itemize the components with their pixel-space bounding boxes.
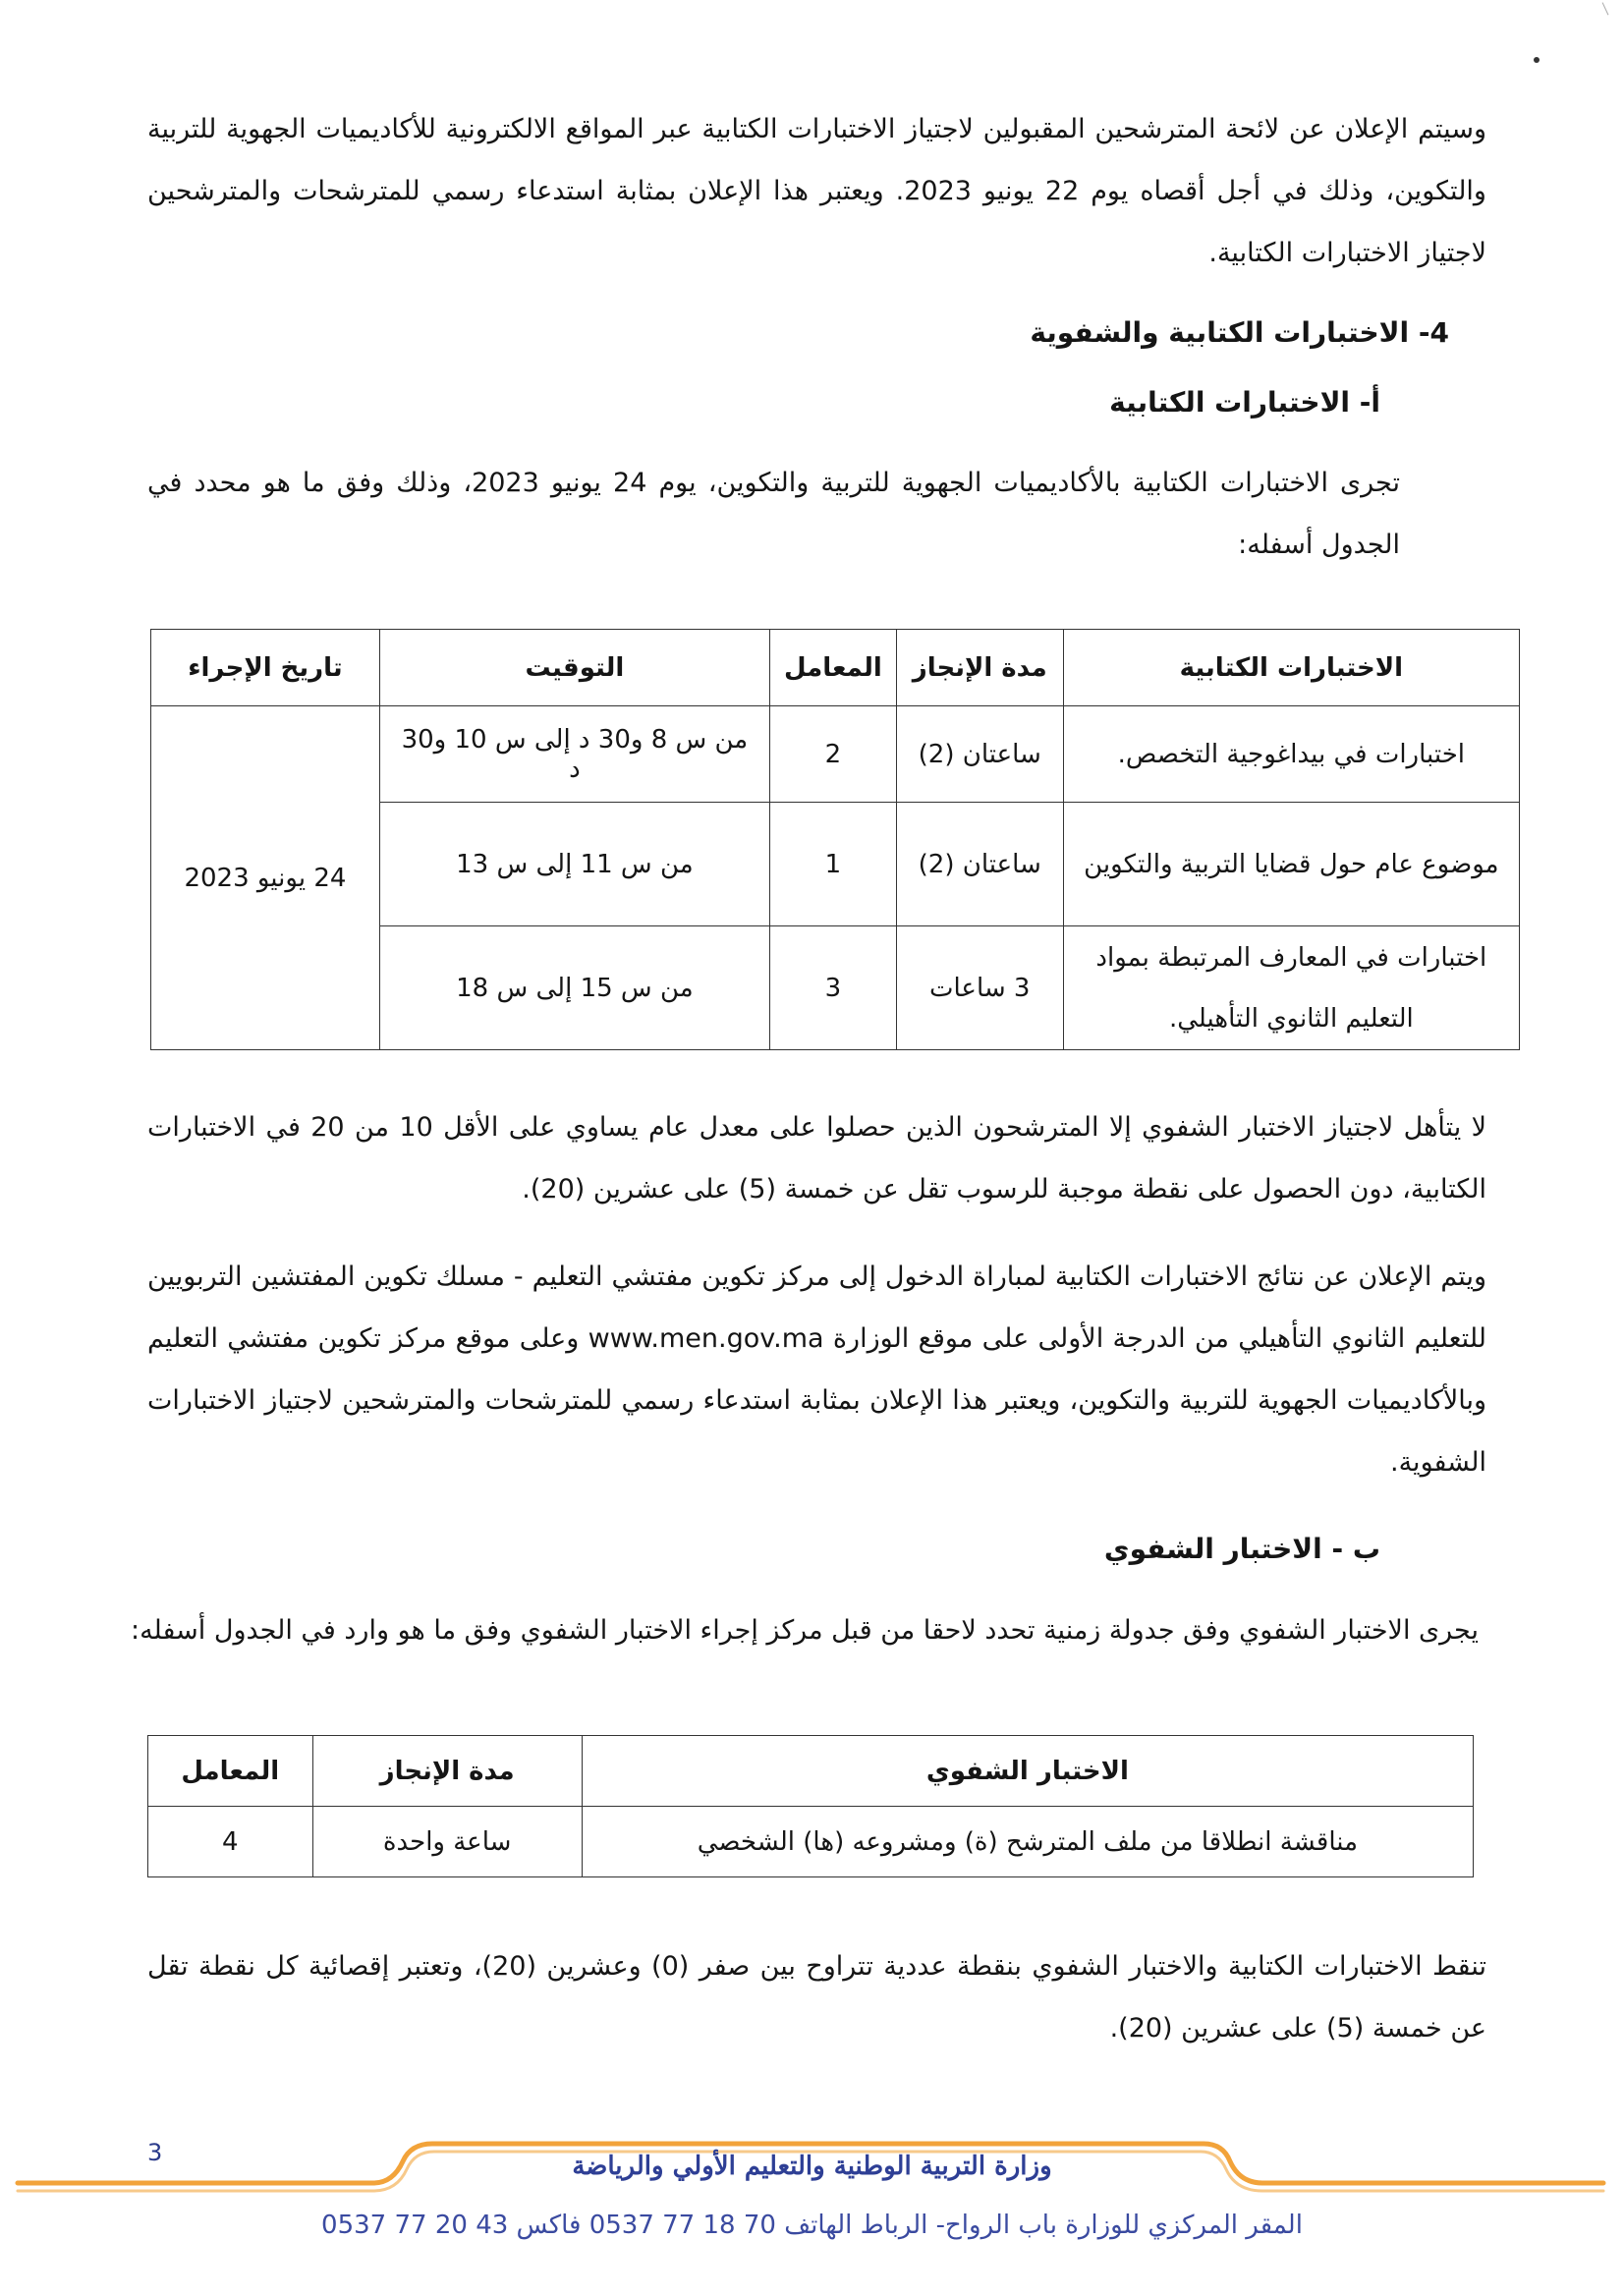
eligibility-paragraph: لا يتأهل لاجتياز الاختبار الشفوي إلا المترشحون الذين حصلوا على معدل عام يساوي على الأقل 10 من 20 في الاختبارات الكتابية، دون الحصول على نقطة موجبة للرسوب تقل عن خمسة (5) على عشرين (20).	[147, 1112, 1487, 1204]
exam-cell: اختبارات في المعارف المرتبطة بمواد التعليم الثانوي التأهيلي.	[1063, 926, 1519, 1050]
time-cell: من س 15 إلى س 18	[379, 926, 769, 1050]
corner-mark	[1594, 2, 1609, 19]
header-coefficient: المعامل	[148, 1736, 313, 1807]
exam-cell: مناقشة انطلاقا من ملف المترشح (ة) ومشروعه (ها) الشخصي	[582, 1807, 1473, 1877]
duration-cell: ساعتان (2)	[896, 706, 1063, 803]
coefficient-cell: 2	[769, 706, 896, 803]
bullet-dot	[1534, 57, 1540, 63]
coefficient-cell: 1	[769, 803, 896, 926]
results-paragraph: ويتم الإعلان عن نتائج الاختبارات الكتابية لمباراة الدخول إلى مركز تكوين مفتشي التعليم - مسلك تكوين المفتشين التربويين للتعليم الثانوي التأهيلي من الدرجة الأولى على موقع الوزارة www.men.gov.ma وعلى موقع مركز تكوين مفتشي التعليم وبالأكاديميات الجهوية للتربية والتكوين، ويعتبر هذا الإعلان بمثابة استدعاء رسمي للمترشحات والمترشحين لاجتياز الاختبارات الشفوية.	[147, 1261, 1486, 1478]
coefficient-cell: 3	[769, 926, 896, 1050]
table-row	[148, 1807, 1474, 1877]
time-cell: من س 11 إلى س 13	[379, 803, 769, 926]
ministry-name: وزارة التربية الوطنية والتعليم الأولي والرياضة	[572, 2152, 1052, 2181]
oral-intro-paragraph: يجرى الاختبار الشفوي وفق جدولة زمنية تحدد لاحقا من قبل مركز إجراء الاختبار الشفوي وفق ما هو وارد في الجدول أسفله:	[130, 1615, 1479, 1646]
header-duration: مدة الإنجاز	[896, 630, 1063, 706]
written-exams-table	[150, 629, 1520, 1050]
oral-exam-table	[147, 1735, 1474, 1877]
header-oral-exam: الاختبار الشفوي	[582, 1736, 1473, 1807]
time-cell: من س 8 و30 د إلى س 10 و30 د	[379, 706, 769, 803]
oral-exam-heading: ب - الاختبار الشفوي	[1103, 1533, 1380, 1565]
oral-table-header-row	[148, 1736, 1474, 1807]
grading-paragraph: تنقط الاختبارات الكتابية والاختبار الشفوي بنقطة عددية تتراوح بين صفر (0) وعشرين (20)، وتعتبر إقصائية كل نقطة تقل عن خمسة (5) على عشرين (20).	[147, 1951, 1487, 2044]
intro-paragraph: وسيتم الإعلان عن لائحة المترشحين المقبولين لاجتياز الاختبارات الكتابية عبر المواقع الالكترونية للأكاديميات الجهوية للتربية والتكوين، وذلك في أجل أقصاه يوم 22 يونيو 2023. ويعتبر هذا الإعلان بمثابة استدعاء رسمي للمترشحات والمترشحين لاجتياز الاختبارات الكتابية.	[147, 114, 1486, 268]
header-time: التوقيت	[379, 630, 769, 706]
exam-cell: موضوع عام حول قضايا التربية والتكوين	[1063, 803, 1519, 926]
written-intro-paragraph: تجرى الاختبارات الكتابية بالأكاديميات الجهوية للتربية والتكوين، يوم 24 يونيو 2023، وذلك وفق ما هو محدد في الجدول أسفله:	[147, 468, 1400, 560]
duration-cell: ساعتان (2)	[896, 803, 1063, 926]
coefficient-cell: 4	[148, 1807, 313, 1877]
written-table-header-row	[151, 630, 1520, 706]
header-exam: الاختبارات الكتابية	[1063, 630, 1519, 706]
table-row	[151, 706, 1520, 803]
written-exams-heading: أ- الاختبارات الكتابية	[1109, 386, 1380, 419]
date-cell: 24 يونيو 2023	[151, 706, 380, 1050]
section-4-heading: 4- الاختبارات الكتابية والشفوية	[1030, 316, 1449, 349]
page-number: 3	[147, 2139, 163, 2166]
header-date: تاريخ الإجراء	[151, 630, 380, 706]
ministry-address: المقر المركزي للوزارة باب الرواح- الرباط الهاتف 70 18 77 0537 فاكس 43 20 77 0537	[321, 2211, 1303, 2240]
duration-cell: 3 ساعات	[896, 926, 1063, 1050]
header-coefficient: المعامل	[769, 630, 896, 706]
header-duration: مدة الإنجاز	[312, 1736, 582, 1807]
duration-cell: ساعة واحدة	[312, 1807, 582, 1877]
exam-cell: اختبارات في بيداغوجية التخصص.	[1063, 706, 1519, 803]
